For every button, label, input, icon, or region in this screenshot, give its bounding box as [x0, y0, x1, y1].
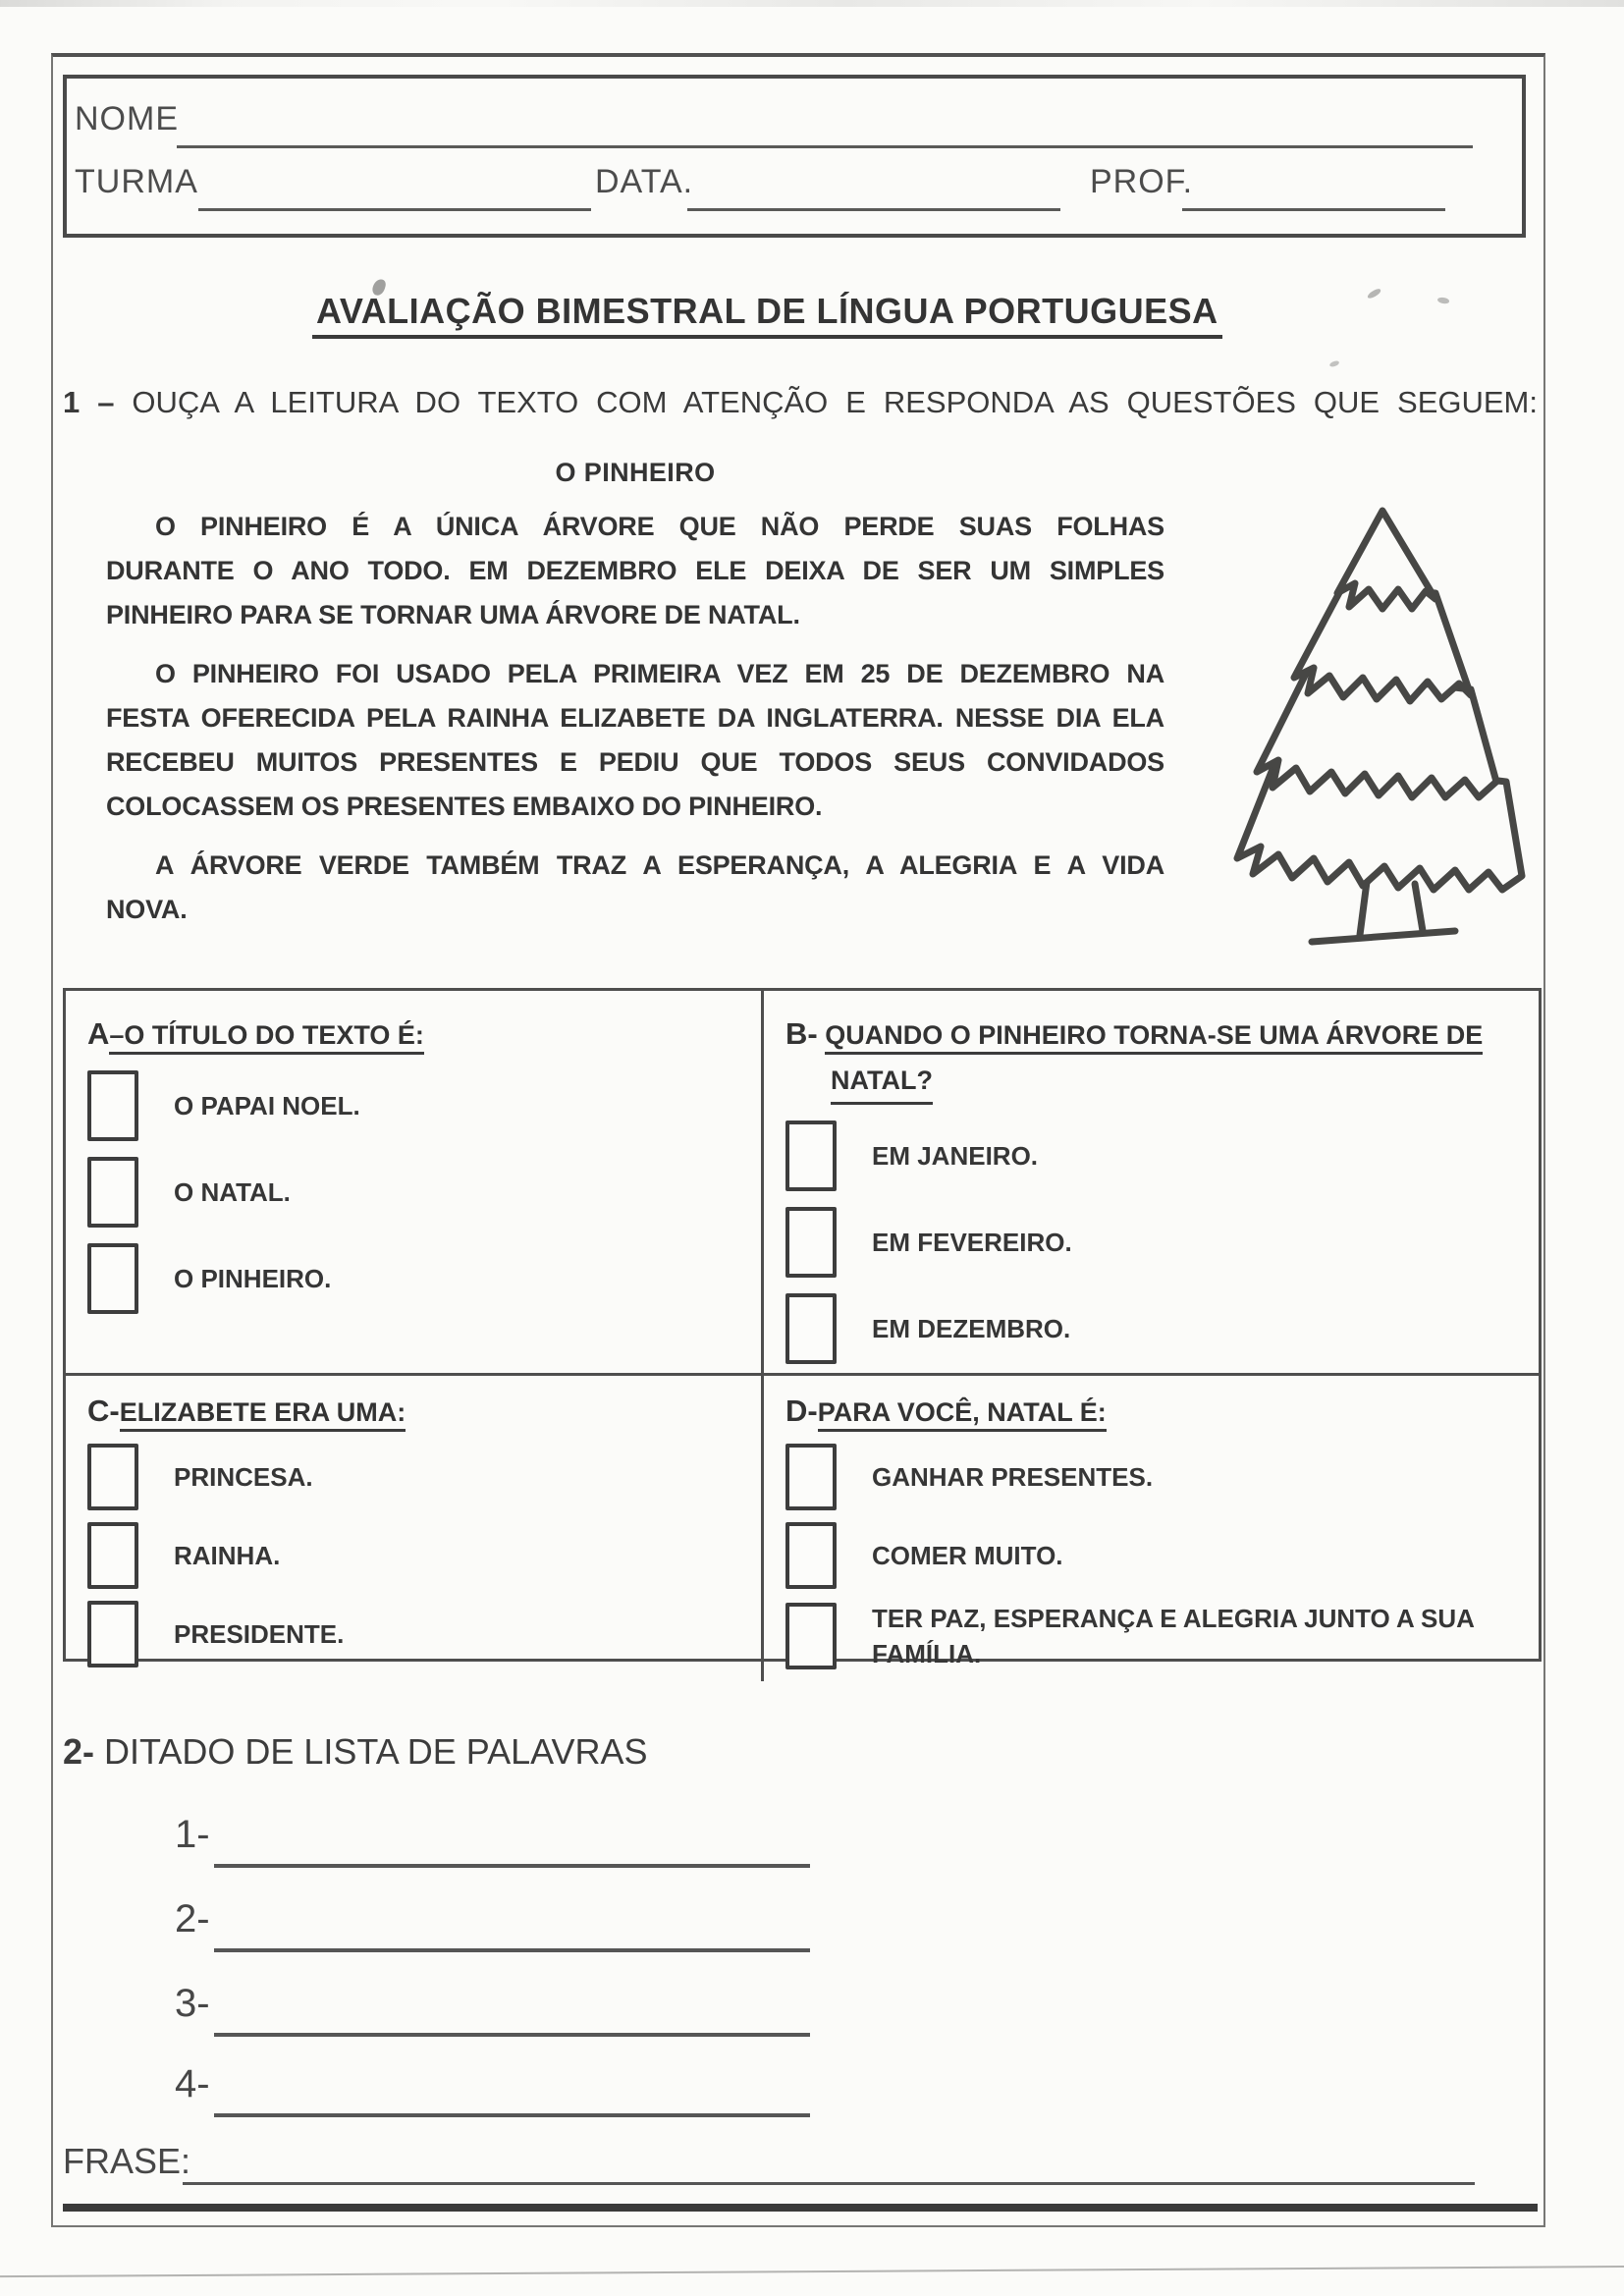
option-row — [785, 1207, 1519, 1278]
question-2-text: DITADO DE LISTA DE PALAVRAS — [104, 1731, 648, 1772]
option-label: GANHAR PRESENTES. — [872, 1462, 1154, 1492]
turma-field-line[interactable] — [198, 208, 591, 211]
data-field-line[interactable] — [687, 208, 1060, 211]
question-1-instruction — [63, 385, 1538, 420]
dictation-line-3[interactable] — [214, 2033, 810, 2037]
scan-artifact-bottom — [0, 2266, 1624, 2278]
option-row — [87, 1444, 741, 1510]
checkbox-a-3[interactable] — [87, 1243, 138, 1314]
data-label: DATA. — [595, 163, 694, 200]
question-b-title: B- QUANDO O PINHEIRO TORNA-SE UMA ÁRVORE DE NATAL? — [785, 1014, 1519, 1105]
checkbox-b-1[interactable] — [785, 1121, 837, 1191]
option-label: RAINHA. — [174, 1541, 281, 1570]
frase-label: FRASE: — [63, 2141, 191, 2181]
passage-line: O PINHEIRO É A ÚNICA ÁRVORE QUE NÃO PERDE SUAS FOLHAS — [155, 512, 1164, 541]
bottom-divider — [63, 2204, 1538, 2212]
option-label: O PAPAI NOEL. — [174, 1091, 360, 1121]
option-row — [785, 1522, 1519, 1589]
passage-line: O PINHEIRO FOI USADO PELA PRIMEIRA VEZ EM 25 DE DEZEMBRO NA — [155, 659, 1164, 688]
question-a-letter: A — [87, 1016, 110, 1051]
nome-field-line[interactable] — [177, 145, 1473, 148]
dictation-line-2[interactable] — [214, 1948, 810, 1952]
dictation-item-2-number: 2- — [175, 1897, 210, 1941]
question-1-text: OUÇA A LEITURA DO TEXTO COM ATENÇÃO E RESPONDA AS QUESTÕES QUE SEGUEM: — [132, 385, 1538, 419]
question-a-title: A–O TÍTULO DO TEXTO É: — [87, 1014, 741, 1055]
question-c-cell — [66, 1376, 764, 1681]
checkbox-c-3[interactable] — [87, 1601, 138, 1667]
option-label: EM FEVEREIRO. — [872, 1228, 1072, 1257]
checkbox-b-3[interactable] — [785, 1293, 837, 1364]
option-row — [87, 1070, 741, 1141]
option-label: COMER MUITO. — [872, 1541, 1063, 1570]
passage-line: PINHEIRO PARA SE TORNAR UMA ÁRVORE DE NATAL. — [106, 600, 800, 629]
option-label: PRINCESA. — [174, 1462, 313, 1492]
dictation-item-1-number: 1- — [175, 1813, 210, 1856]
option-row — [87, 1243, 741, 1314]
option-label: EM JANEIRO. — [872, 1141, 1039, 1171]
question-d-letter: D- — [785, 1394, 818, 1428]
option-row — [87, 1157, 741, 1228]
option-label: EM DEZEMBRO. — [872, 1314, 1071, 1343]
option-label: O NATAL. — [174, 1177, 291, 1207]
scan-artifact-top — [0, 0, 1624, 7]
question-b-letter: B- — [785, 1016, 818, 1051]
checkbox-c-1[interactable] — [87, 1444, 138, 1510]
option-row — [87, 1522, 741, 1589]
question-1-number: 1 – — [63, 385, 115, 419]
checkbox-d-3[interactable] — [785, 1603, 837, 1669]
passage-title: O PINHEIRO — [555, 458, 716, 487]
page-title: AVALIAÇÃO BIMESTRAL DE LÍNGUA PORTUGUESA — [312, 291, 1222, 332]
turma-label: TURMA — [75, 163, 198, 200]
checkbox-d-1[interactable] — [785, 1444, 837, 1510]
option-row — [785, 1121, 1519, 1191]
checkbox-c-2[interactable] — [87, 1522, 138, 1589]
dictation-item-3-number: 3- — [175, 1982, 210, 2025]
checkbox-a-2[interactable] — [87, 1157, 138, 1228]
question-2-number: 2- — [63, 1731, 95, 1772]
pine-tree-illustration — [1218, 487, 1546, 949]
option-label: TER PAZ, ESPERANÇA E ALEGRIA JUNTO A SUA FAMÍLIA. — [872, 1604, 1474, 1668]
question-d-cell — [764, 1376, 1539, 1681]
checkbox-b-2[interactable] — [785, 1207, 837, 1278]
passage-line: COLOCASSEM OS PRESENTES EMBAIXO DO PINHEIRO. — [106, 792, 823, 821]
passage-line: RECEBEU MUITOS PRESENTES E PEDIU QUE TODOS SEUS CONVIDADOS — [106, 747, 1164, 777]
option-row — [785, 1601, 1519, 1671]
option-label: PRESIDENTE. — [174, 1619, 345, 1649]
option-label: O PINHEIRO. — [174, 1264, 332, 1293]
question-2-heading — [63, 1731, 648, 1773]
dictation-item-4-number: 4- — [175, 2062, 210, 2105]
question-a-cell — [66, 991, 764, 1376]
dictation-line-1[interactable] — [214, 1864, 810, 1868]
question-c-letter: C- — [87, 1394, 120, 1428]
passage-line: A ÁRVORE VERDE TAMBÉM TRAZ A ESPERANÇA, A ALEGRIA E A VIDA — [155, 850, 1164, 880]
frase-field-line[interactable] — [183, 2182, 1475, 2185]
passage-line: FESTA OFERECIDA PELA RAINHA ELIZABETE DA INGLATERRA. NESSE DIA ELA — [106, 703, 1164, 733]
nome-label: NOME — [75, 100, 179, 137]
prof-field-line[interactable] — [1182, 208, 1445, 211]
passage-line: NOVA. — [106, 895, 188, 924]
reading-passage — [106, 458, 1164, 932]
checkbox-d-2[interactable] — [785, 1522, 837, 1589]
option-row — [785, 1293, 1519, 1364]
student-info-box — [63, 75, 1526, 238]
question-b-cell — [764, 991, 1539, 1376]
prof-label: PROF. — [1090, 163, 1194, 200]
question-c-title: C-ELIZABETE ERA UMA: — [87, 1392, 741, 1432]
question-d-title: D-PARA VOCÊ, NATAL É: — [785, 1392, 1519, 1432]
multiple-choice-grid — [63, 988, 1542, 1668]
dictation-line-4[interactable] — [214, 2113, 810, 2117]
checkbox-a-1[interactable] — [87, 1070, 138, 1141]
option-row — [785, 1444, 1519, 1510]
option-row — [87, 1601, 741, 1667]
passage-line: DURANTE O ANO TODO. EM DEZEMBRO ELE DEIXA DE SER UM SIMPLES — [106, 556, 1164, 585]
